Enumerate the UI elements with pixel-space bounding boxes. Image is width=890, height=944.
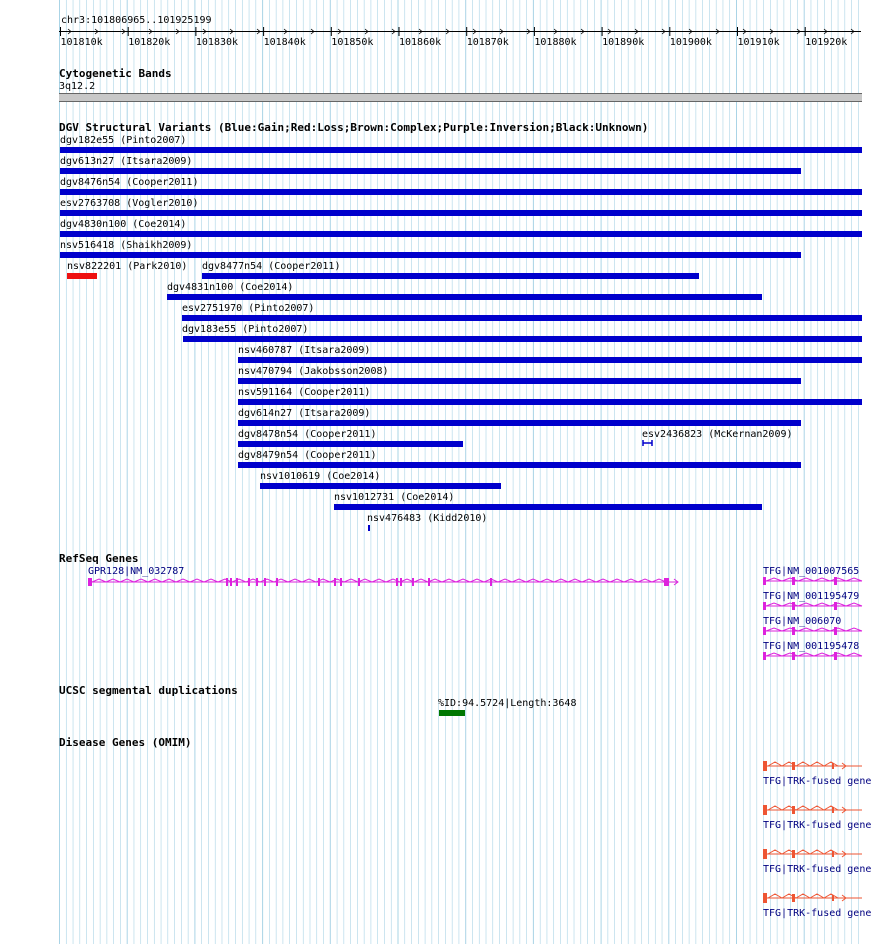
omim-exon [832, 807, 834, 813]
variant-bar-gain[interactable] [238, 378, 801, 384]
gene-label[interactable]: TFG|NM_001195478 [763, 641, 860, 652]
omim-track-title: Disease Genes (OMIM) [59, 736, 192, 749]
gene-exon [400, 578, 402, 586]
variant-label[interactable]: esv2751970 (Pinto2007) [182, 303, 315, 314]
segdup-track-title: UCSC segmental duplications [59, 684, 238, 697]
gene-exon [834, 577, 837, 585]
variant-label[interactable]: dgv8478n54 (Cooper2011) [238, 429, 377, 440]
variant-bar-gain[interactable] [60, 231, 862, 237]
gene-exon [428, 578, 430, 586]
gene-label[interactable]: GPR128|NM_032787 [88, 566, 185, 577]
variant-bar-gain[interactable] [334, 504, 762, 510]
ruler-tick-label: 101900k [669, 37, 712, 48]
gene-exon [763, 577, 766, 585]
gene-intron-chevrons [766, 628, 862, 631]
omim-label[interactable]: TFG|TRK-fused gene [763, 776, 872, 787]
gene-exon [334, 578, 336, 586]
variant-bar-gain[interactable] [60, 210, 862, 216]
omim-exon [832, 851, 834, 857]
gene-exon [230, 578, 232, 586]
omim-exon [832, 763, 834, 769]
variant-bar-gain[interactable] [238, 420, 801, 426]
ruler-tick-label: 101820k [128, 37, 171, 48]
ruler-tick-label: 101830k [195, 37, 239, 48]
omim-strand-arrow [836, 851, 846, 857]
gene-exon [88, 578, 92, 586]
variant-label[interactable]: dgv8477n54 (Cooper2011) [202, 261, 341, 272]
variant-bar-gain[interactable] [202, 273, 699, 279]
variant-label[interactable]: dgv183e55 (Pinto2007) [182, 324, 309, 335]
variant-label[interactable]: nsv1012731 (Coe2014) [334, 492, 455, 503]
gene-exon [412, 578, 414, 586]
variant-bar-gain[interactable] [238, 357, 862, 363]
ruler-tick-label: 101910k [737, 37, 780, 48]
gene-label[interactable]: TFG|NM_001195479 [763, 591, 860, 602]
gene-exon [834, 602, 837, 610]
gene-exon [256, 578, 258, 586]
gene-exon [792, 627, 795, 635]
variant-small-marker[interactable] [642, 439, 654, 447]
omim-intron-chevrons [768, 806, 838, 810]
omim-intron-chevrons [768, 894, 838, 898]
variant-label[interactable]: dgv182e55 (Pinto2007) [60, 135, 187, 146]
cytoband-label: 3q12.2 [59, 81, 96, 92]
gene-exon [763, 652, 766, 660]
gene-exon [396, 578, 398, 586]
omim-exon [792, 894, 795, 902]
variant-label[interactable]: dgv613n27 (Itsara2009) [60, 156, 193, 167]
variant-bar-gain[interactable] [368, 525, 370, 531]
variant-bar-gain[interactable] [60, 252, 801, 258]
gene-exon [226, 578, 228, 586]
variant-bar-gain[interactable] [60, 147, 862, 153]
dgv-track-title: DGV Structural Variants (Blue:Gain;Red:Loss;Brown:Complex;Purple:Inversion;Black:Unknown) [59, 121, 649, 134]
cytoband-ideogram[interactable] [59, 93, 862, 102]
gene-exon [490, 578, 492, 586]
omim-exon [792, 806, 795, 814]
variant-label[interactable]: nsv516418 (Shaikh2009) [60, 240, 193, 251]
ruler-tick-label: 101810k [60, 37, 103, 48]
variant-label[interactable]: nsv470794 (Jakobsson2008) [238, 366, 389, 377]
gene-exon [763, 602, 766, 610]
variant-label[interactable]: esv2763708 (Vogler2010) [60, 198, 199, 209]
ruler-tick-label: 101860k [399, 37, 442, 48]
ruler[interactable] [0, 24, 890, 48]
variant-bar-loss[interactable] [67, 273, 97, 279]
gene-exon [834, 652, 837, 660]
gene-exon [763, 627, 766, 635]
gene-exon [664, 578, 669, 586]
omim-exon [763, 849, 767, 859]
omim-strand-arrow [836, 807, 846, 813]
cytogenetic-bands-title: Cytogenetic Bands [59, 67, 172, 80]
variant-bar-gain[interactable] [167, 294, 762, 300]
ruler-tick-label: 101880k [534, 37, 577, 48]
ruler-tick-label: 101850k [331, 37, 374, 48]
refseq-gene-glyphs[interactable] [0, 570, 890, 670]
gene-exon [358, 578, 360, 586]
omim-label[interactable]: TFG|TRK-fused gene [763, 908, 872, 919]
variant-label[interactable]: dgv4831n100 (Coe2014) [167, 282, 294, 293]
omim-exon [763, 761, 767, 771]
gene-intron-chevrons [766, 653, 862, 656]
gene-exon [792, 602, 795, 610]
variant-label[interactable]: nsv476483 (Kidd2010) [367, 513, 488, 524]
variant-label[interactable]: dgv8476n54 (Cooper2011) [60, 177, 199, 188]
gene-label[interactable]: TFG|NM_006070 [763, 616, 842, 627]
variant-bar-gain[interactable] [260, 483, 501, 489]
gene-label[interactable]: TFG|NM_001007565 [763, 566, 860, 577]
omim-exon [792, 762, 795, 770]
variant-label[interactable]: dgv614n27 (Itsara2009) [238, 408, 371, 419]
variant-label[interactable]: nsv822201 (Park2010) [67, 261, 188, 272]
gene-exon [248, 578, 250, 586]
gene-exon [236, 578, 238, 586]
omim-exon [792, 850, 795, 858]
variant-label[interactable]: dgv8479n54 (Cooper2011) [238, 450, 377, 461]
omim-label[interactable]: TFG|TRK-fused gene [763, 864, 872, 875]
gene-exon [276, 578, 278, 586]
omim-gene-glyphs[interactable] [0, 755, 890, 915]
variant-bar-gain[interactable] [182, 315, 862, 321]
gene-exon [264, 578, 266, 586]
omim-label[interactable]: TFG|TRK-fused gene [763, 820, 872, 831]
variant-bar-gain[interactable] [60, 189, 862, 195]
refseq-genes-title: RefSeq Genes [59, 552, 139, 565]
omim-strand-arrow [836, 895, 846, 901]
segdup-label[interactable]: %ID:94.5724|Length:3648 [438, 698, 577, 709]
location-label: chr3:101806965..101925199 [61, 15, 212, 26]
gene-exon [318, 578, 320, 586]
variant-bar-gain[interactable] [60, 168, 801, 174]
gene-exon [834, 627, 837, 635]
variant-label[interactable]: nsv460787 (Itsara2009) [238, 345, 371, 356]
omim-intron-chevrons [768, 850, 838, 854]
variant-label[interactable]: nsv591164 (Cooper2011) [238, 387, 371, 398]
omim-exon [763, 805, 767, 815]
segdup-bar[interactable] [439, 710, 465, 716]
ruler-tick-label: 101840k [263, 37, 306, 48]
variant-label[interactable]: nsv1010619 (Coe2014) [260, 471, 381, 482]
omim-exon [832, 895, 834, 901]
gene-intron-chevrons [766, 603, 862, 606]
variant-bar-gain[interactable] [238, 441, 463, 447]
omim-exon [763, 893, 767, 903]
variant-bar-gain[interactable] [238, 399, 862, 405]
ruler-tick-label: 101870k [466, 37, 509, 48]
variant-label[interactable]: dgv4830n100 (Coe2014) [60, 219, 187, 230]
ruler-tick-label: 101890k [602, 37, 645, 48]
ruler-tick-label: 101920k [805, 37, 848, 48]
gene-strand-arrow [669, 579, 678, 585]
gene-exon [792, 652, 795, 660]
variant-label[interactable]: esv2436823 (McKernan2009) [642, 429, 793, 440]
variant-bar-gain[interactable] [238, 462, 801, 468]
gene-exon [340, 578, 342, 586]
omim-strand-arrow [836, 763, 846, 769]
omim-intron-chevrons [768, 762, 838, 766]
variant-bar-gain[interactable] [183, 336, 862, 342]
gene-intron-chevrons [766, 578, 862, 581]
gene-exon [792, 577, 795, 585]
